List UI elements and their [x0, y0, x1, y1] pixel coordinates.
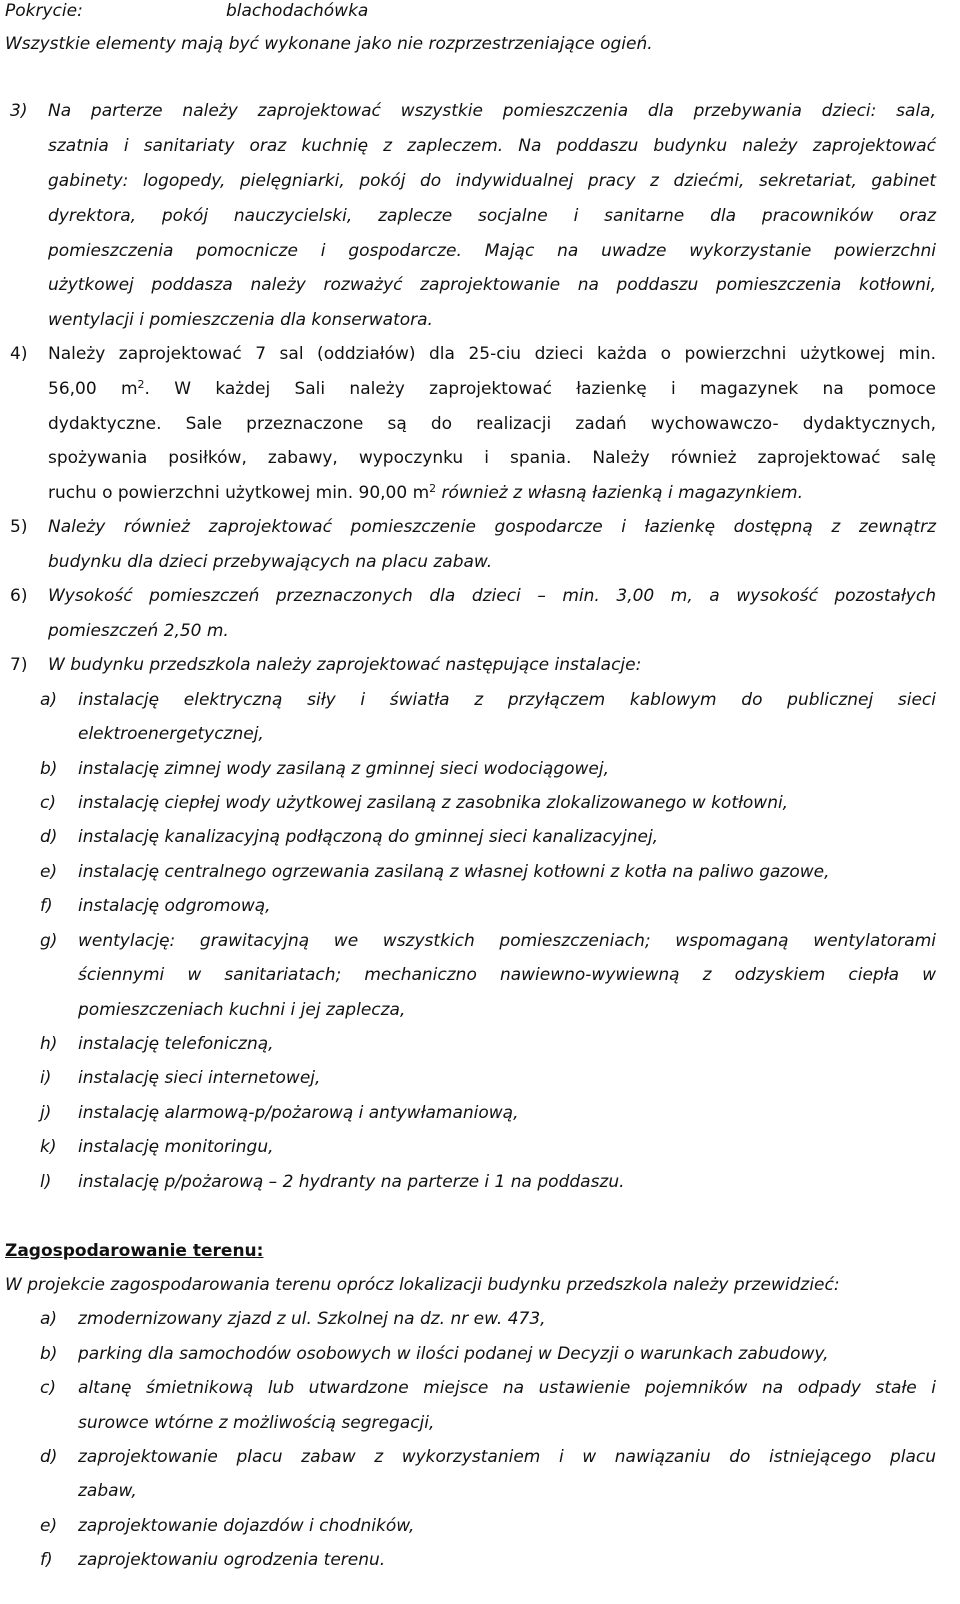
point-7-intro: W budynku przedszkola należy zaprojektować następujące instalacje:	[48, 655, 642, 675]
point-6-line: Wysokość pomieszczeń przeznaczonych dla dzieci – min. 3,00 m, a wysokość pozostałych	[48, 586, 936, 606]
point-6-number: 6)	[10, 586, 28, 606]
installation-item: instalację zimnej wody zasilaną z gminnej sieci wodociągowej,	[78, 759, 610, 779]
point-4-line	[48, 378, 936, 400]
point-3-line: gabinety: logopedy, pielęgniarki, pokój do indywidualnej pracy z dziećmi, sekretariat, gabinet	[48, 171, 936, 191]
item-label: c)	[40, 1378, 56, 1398]
point-4-line	[48, 482, 936, 504]
terrain-item: zabaw,	[78, 1481, 137, 1501]
point-3-line: Na parterze należy zaprojektować wszystkie pomieszczenia dla przebywania dzieci: sala,	[48, 101, 936, 121]
point-4-number: 4)	[10, 344, 28, 364]
point-3-number: 3)	[10, 101, 28, 121]
installation-item: elektroenergetycznej,	[78, 724, 264, 744]
item-label: l)	[40, 1172, 52, 1192]
point-4-line: Należy zaprojektować 7 sal (oddziałów) dla 25-ciu dzieci każda o powierzchni użytkowej min.	[48, 344, 936, 364]
installation-item: pomieszczeniach kuchni i jej zaplecza,	[78, 1000, 406, 1020]
item-label: e)	[40, 862, 58, 882]
installation-item: instalację telefoniczną,	[78, 1034, 274, 1054]
point-3-line: pomieszczenia pomocnicze i gospodarcze. Mając na uwadze wykorzystanie powierzchni	[48, 241, 936, 261]
installation-item: instalację alarmową-p/pożarową i antywłamaniową,	[78, 1103, 519, 1123]
installation-item: instalację kanalizacyjną podłączoną do gminnej sieci kanalizacyjnej,	[78, 827, 659, 847]
installation-item: instalację monitoringu,	[78, 1137, 274, 1157]
installation-item: instalację sieci internetowej,	[78, 1068, 321, 1088]
item-label: g)	[40, 931, 58, 951]
installation-item: instalację ciepłej wody użytkowej zasilaną z zasobnika zlokalizowanego w kotłowni,	[78, 793, 789, 813]
point-4-area: 56,00 m	[48, 379, 138, 399]
item-label: a)	[40, 690, 58, 710]
terrain-item: surowce wtórne z możliwością segregacji,	[78, 1413, 435, 1433]
installation-item: instalację centralnego ogrzewania zasilaną z własnej kotłowni z kotła na paliwo gazowe,	[78, 862, 830, 882]
item-label: i)	[40, 1068, 52, 1088]
point-4-line: dydaktyczne. Sale przeznaczone są do realizacji zadań wychowawczo- dydaktycznych,	[48, 414, 936, 434]
point-4-text: również z własną łazienką i magazynkiem.	[436, 483, 804, 503]
installation-item: instalację elektryczną siły i światła z przyłączem kablowym do publicznej sieci	[78, 690, 936, 710]
point-3-line: wentylacji i pomieszczenia dla konserwatora.	[48, 310, 433, 330]
item-label: f)	[40, 896, 53, 916]
point-3-line: użytkowej poddasza należy rozważyć zaprojektowanie na poddaszu pomieszczenia kotłowni,	[48, 275, 936, 295]
point-4-hall-area: ruchu o powierzchni użytkowej min. 90,00 m	[48, 483, 430, 503]
superscript: 2	[137, 378, 145, 391]
point-5-number: 5)	[10, 517, 28, 537]
terrain-item: zaprojektowanie dojazdów i chodników,	[78, 1516, 415, 1536]
item-label: h)	[40, 1034, 58, 1054]
installation-item: wentylację: grawitacyjną we wszystkich pomieszczeniach; wspomaganą wentylatorami	[78, 931, 936, 951]
terrain-item: altanę śmietnikową lub utwardzone miejsce na ustawienie pojemników na odpady stałe i	[78, 1378, 936, 1398]
installation-item: instalację p/pożarową – 2 hydranty na parterze i 1 na poddaszu.	[78, 1172, 625, 1192]
item-label: d)	[40, 1447, 58, 1467]
item-label: j)	[40, 1103, 52, 1123]
item-label: e)	[40, 1516, 58, 1536]
point-5-line: budynku dla dzieci przebywających na placu zabaw.	[48, 552, 493, 572]
point-4-text: . W każdej Sali należy zaprojektować łazienkę i magazynek na pomoce	[144, 379, 936, 399]
item-label: k)	[40, 1137, 57, 1157]
item-label: c)	[40, 793, 56, 813]
terrain-item: zaprojektowanie placu zabaw z wykorzystaniem i w nawiązaniu do istniejącego placu	[78, 1447, 936, 1467]
terrain-item: parking dla samochodów osobowych w ilości podanej w Decyzji o warunkach zabudowy,	[78, 1344, 829, 1364]
point-4-line: spożywania posiłków, zabawy, wypoczynku i spania. Należy również zaprojektować salę	[48, 448, 936, 468]
item-label: b)	[40, 759, 58, 779]
installation-item: instalację odgromową,	[78, 896, 271, 916]
superscript: 2	[429, 482, 437, 495]
point-7-number: 7)	[10, 655, 28, 675]
point-5-line: Należy również zaprojektować pomieszczenie gospodarcze i łazienkę dostępną z zewnątrz	[48, 517, 936, 537]
terrain-item: zmodernizowany zjazd z ul. Szkolnej na dz. nr ew. 473,	[78, 1309, 546, 1329]
item-label: a)	[40, 1309, 58, 1329]
section-title: Zagospodarowanie terenu:	[5, 1241, 264, 1261]
installation-item: ściennymi w sanitariatach; mechaniczno nawiewno-wywiewną z odzyskiem ciepła w	[78, 965, 936, 985]
pokrycie-value: blachodachówka	[226, 1, 369, 21]
item-label: f)	[40, 1550, 53, 1570]
fire-note: Wszystkie elementy mają być wykonane jako nie rozprzestrzeniające ogień.	[5, 34, 653, 54]
point-6-line: pomieszczeń 2,50 m.	[48, 621, 229, 641]
terrain-item: zaprojektowaniu ogrodzenia terenu.	[78, 1550, 386, 1570]
point-3-line: dyrektora, pokój nauczycielski, zaplecze socjalne i sanitarne dla pracowników oraz	[48, 206, 936, 226]
item-label: d)	[40, 827, 58, 847]
item-label: b)	[40, 1344, 58, 1364]
point-3-line: szatnia i sanitariaty oraz kuchnię z zapleczem. Na poddaszu budynku należy zaprojektować	[48, 136, 936, 156]
terrain-intro: W projekcie zagospodarowania terenu oprócz lokalizacji budynku przedszkola należy przewidzieć:	[5, 1275, 840, 1295]
pokrycie-label: Pokrycie:	[5, 1, 83, 21]
